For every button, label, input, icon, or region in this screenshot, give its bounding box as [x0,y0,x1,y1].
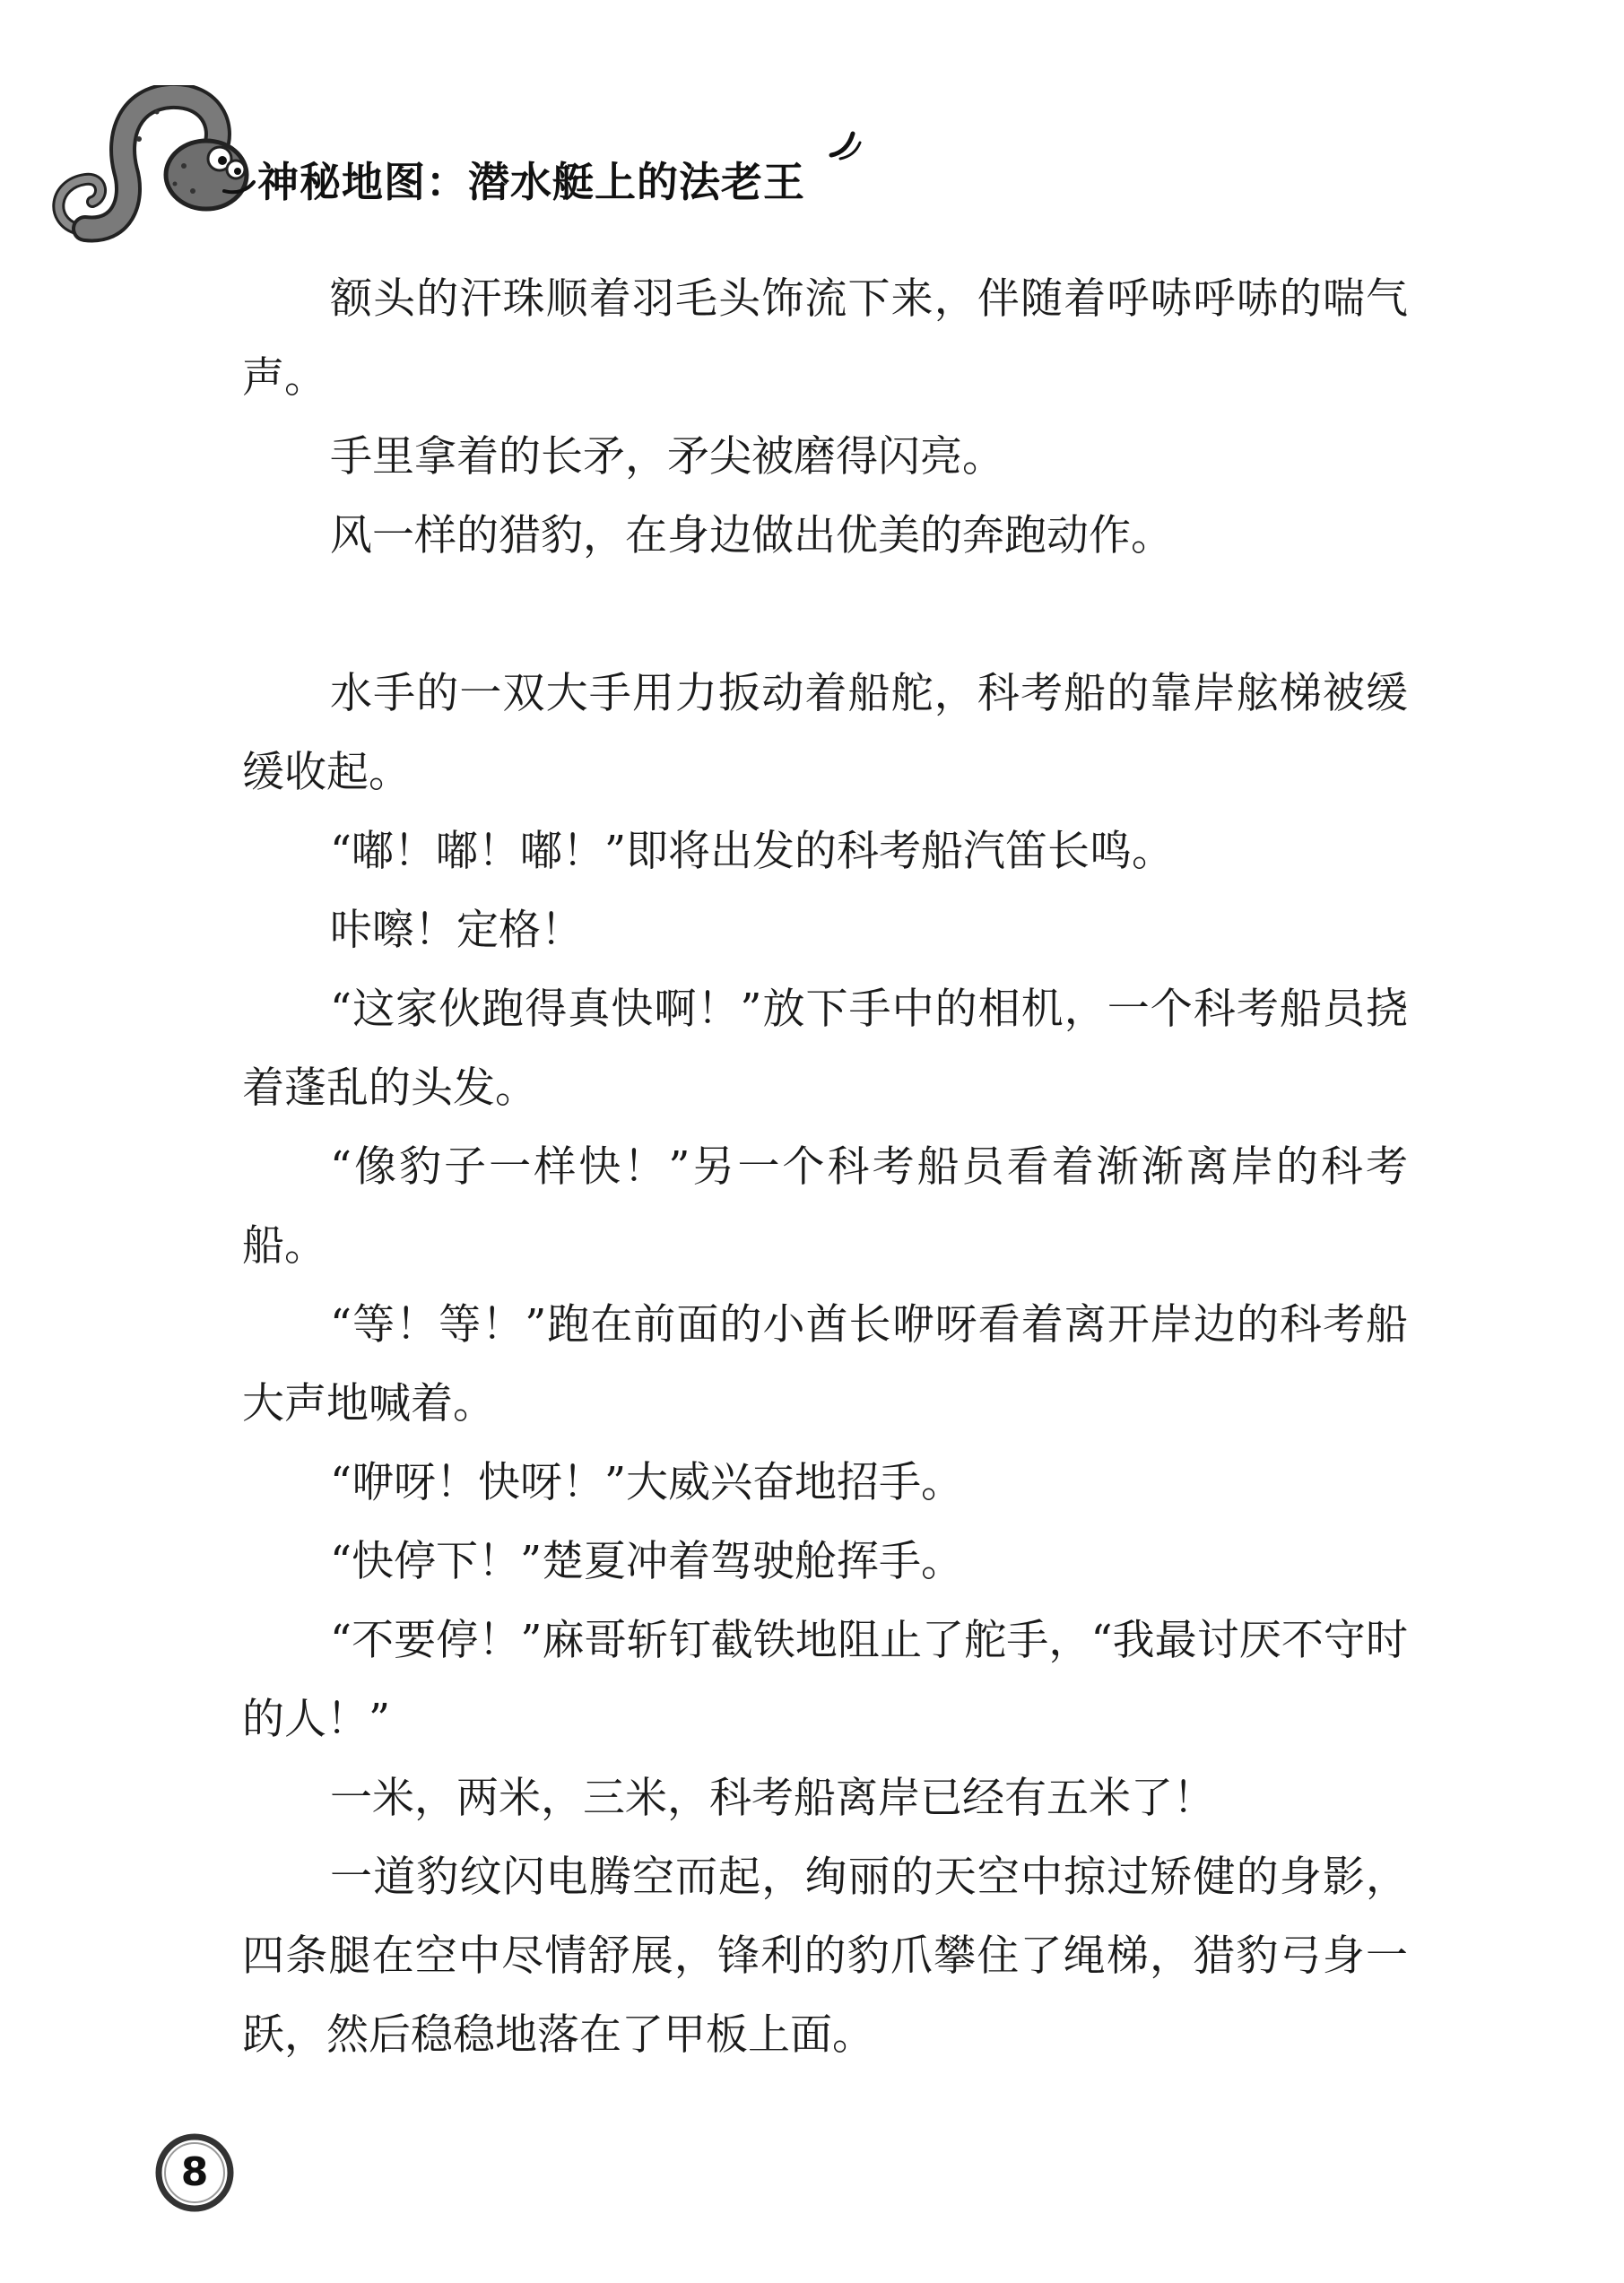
page-number-badge [154,2132,235,2213]
paragraph: “这家伙跑得真快啊！”放下手中的相机，一个科考船员挠着蓬乱的头发。 [242,985,1408,1113]
section-break [242,576,1408,655]
paragraph: “等！等！”跑在前面的小酋长咿呀看着离开岸边的科考船大声地喊着。 [242,1300,1408,1428]
page-number: 8 [180,2149,209,2195]
paragraph: “像豹子一样快！”另一个科考船员看着渐渐离岸的科考船。 [242,1142,1408,1271]
paragraph: 一道豹纹闪电腾空而起，绚丽的天空中掠过矫健的身影，四条腿在空中尽情舒展，锋利的豹爪攀住了绳梯，猎豹弓身一跃，然后稳稳地落在了甲板上面。 [242,1853,1408,2060]
paragraph: “快停下！”楚夏冲着驾驶舱挥手。 [330,1537,964,1586]
paragraph: 手里拿着的长矛，矛尖被磨得闪亮。 [330,432,1004,482]
swoosh-decoration-icon [828,128,864,164]
paragraph: “嘟！嘟！嘟！”即将出发的科考船汽笛长鸣。 [330,827,1175,876]
paragraph: 额头的汗珠顺着羽毛头饰流下来，伴随着呼哧呼哧的喘气声。 [242,274,1408,403]
story-text [242,260,1408,2075]
paragraph: “不要停！”麻哥斩钉截铁地阻止了舵手，“我最讨厌不守时的人！” [242,1616,1408,1744]
running-header [49,85,856,247]
book-title: 神秘地图：潜水艇上的法老王 [257,158,805,206]
paragraph: 风一样的猎豹，在身边做出优美的奔跑动作。 [330,511,1173,560]
paragraph: 水手的一双大手用力扳动着船舵，科考船的靠岸舷梯被缓缓收起。 [242,669,1408,797]
paragraph: “咿呀！快呀！”大威兴奋地招手。 [330,1458,964,1507]
paragraph: 一米，两米，三米，科考船离岸已经有五米了！ [330,1774,1215,1823]
paragraph: 咔嚓！定格！ [330,906,583,955]
octopus-mascot-icon [49,85,265,247]
